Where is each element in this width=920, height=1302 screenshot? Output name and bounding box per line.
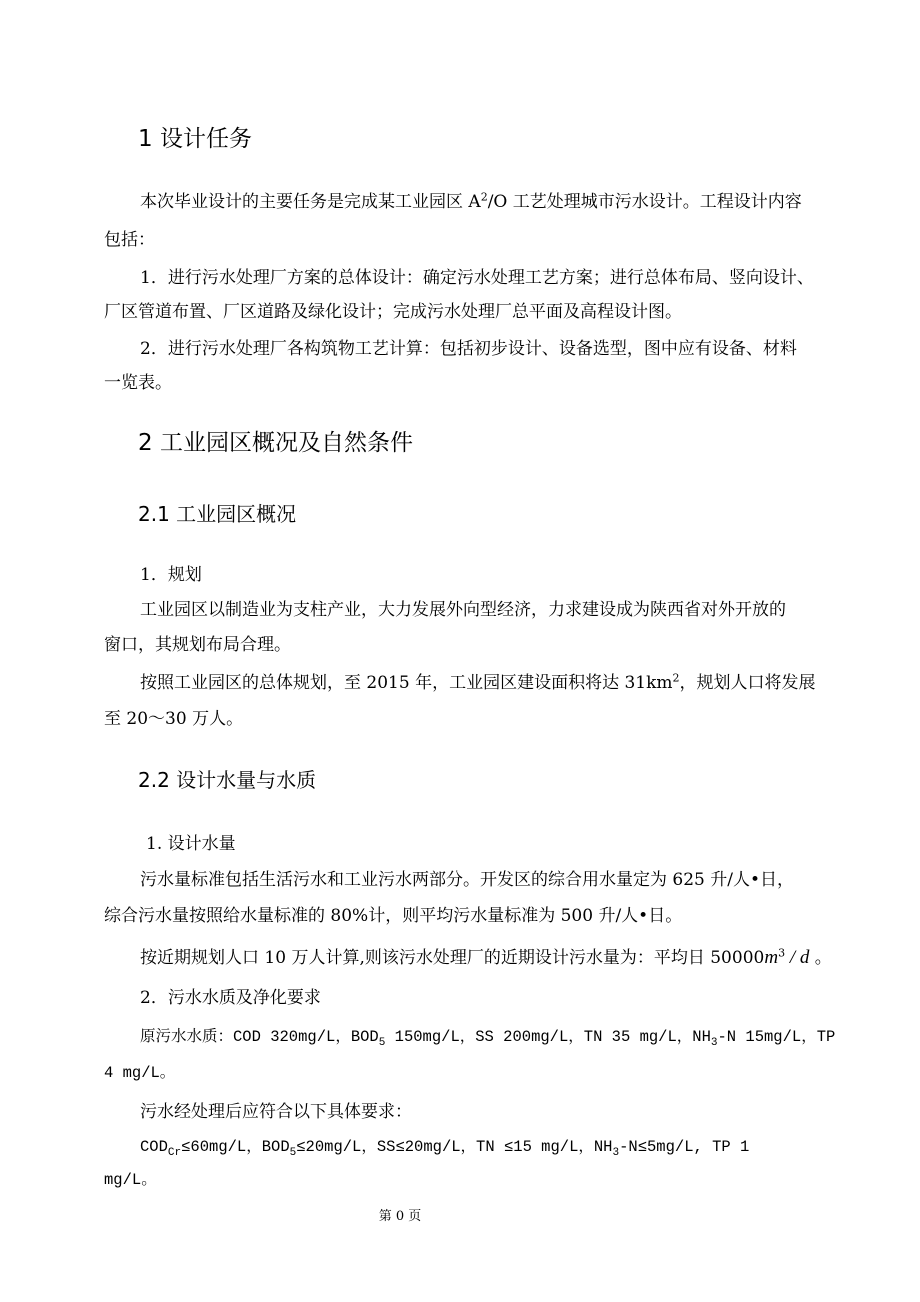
text-span: ≤60mg/L，BOD [181, 1138, 290, 1156]
text-span: 按照工业园区的总体规划，至 2015 年，工业园区建设面积将达 31km [140, 673, 673, 693]
section-2-2-heading: 2.2 设计水量与水质 [138, 768, 317, 792]
text-span: 原污水水质：COD 320mg/L，BOD [140, 1028, 379, 1046]
list-item-2: 2．进行污水处理厂各构筑物工艺计算：包括初步设计、设备选型，图中应有设备、材料 [140, 339, 797, 359]
paragraph-line: 4 mg/L。 [104, 1064, 176, 1082]
paragraph-line: 包括： [104, 230, 155, 250]
subheading-planning: 1．规划 [140, 565, 202, 585]
text-span: COD [140, 1138, 168, 1156]
text-span: 150mg/L，SS 200mg/L，TN 35 mg/L，NH [385, 1028, 711, 1046]
list-item-2-cont: 一览表。 [104, 373, 172, 393]
text-span: 本次毕业设计的主要任务是完成某工业园区 A [140, 192, 481, 212]
section-1-heading: 1 设计任务 [138, 126, 252, 152]
paragraph-line [140, 946, 832, 970]
subheading-water-quality: 2．污水水质及净化要求 [140, 988, 321, 1008]
paragraph-line: 污水经处理后应符合以下具体要求： [140, 1102, 412, 1122]
list-item-1: 1．进行污水处理厂方案的总体设计：确定污水处理工艺方案；进行总体布局、竖向设计、 [140, 268, 814, 288]
section-2-1-heading: 2.1 工业园区概况 [138, 502, 297, 526]
paragraph-line: mg/L。 [104, 1171, 157, 1189]
paragraph-line [140, 190, 802, 214]
subscript: Cr [167, 1147, 182, 1160]
page-number: 第 0 页 [378, 1209, 422, 1224]
text-span: -N 15mg/L，TP [717, 1028, 836, 1046]
paragraph-line [140, 671, 816, 695]
text-span: 按近期规划人口 10 万人计算,则该污水处理厂的近期设计污水量为：平均日 50000 [140, 948, 765, 968]
paragraph-line: 窗口，其规划布局合理。 [104, 635, 291, 655]
text-span: -N≤5mg/L, TP 1 [619, 1138, 750, 1156]
section-2-heading: 2 工业园区概况及自然条件 [138, 430, 413, 456]
subscript: 3 [612, 1147, 620, 1160]
unit-m: m [764, 947, 779, 968]
subheading-design-flow: 1. 设计水量 [146, 834, 236, 854]
text-span: ≤20mg/L，SS≤20mg/L，TN ≤15 mg/L，NH [296, 1138, 613, 1156]
subscript: 3 [710, 1037, 718, 1050]
text-span: /O 工艺处理城市污水设计。工程设计内容 [487, 192, 802, 212]
paragraph-line [140, 1025, 835, 1049]
paragraph-line: 工业园区以制造业为支柱产业，大力发展外向型经济，力求建设成为陕西省对外开放的 [140, 600, 786, 620]
text-span: 。 [809, 948, 832, 968]
paragraph-line: 污水量标准包括生活污水和工业污水两部分。开发区的综合用水量定为 625 升/人•日， [140, 870, 795, 890]
list-item-1-cont: 厂区管道布置、厂区道路及绿化设计；完成污水处理厂总平面及高程设计图。 [104, 302, 682, 322]
unit-d: d [799, 947, 810, 968]
paragraph-line: 综合污水量按照给水量标准的 80%计，则平均污水量标准为 500 升/人•日。 [104, 906, 683, 926]
text-span: ，规划人口将发展 [679, 673, 816, 693]
subscript: 5 [378, 1037, 386, 1050]
paragraph-line [140, 1135, 749, 1159]
superscript: 2 [480, 190, 488, 204]
paragraph-line: 至 20～30 万人。 [104, 709, 244, 729]
superscript: 3 [778, 946, 786, 960]
subscript: 5 [289, 1147, 297, 1160]
superscript: 2 [672, 671, 680, 685]
unit-slash: / [785, 947, 800, 968]
